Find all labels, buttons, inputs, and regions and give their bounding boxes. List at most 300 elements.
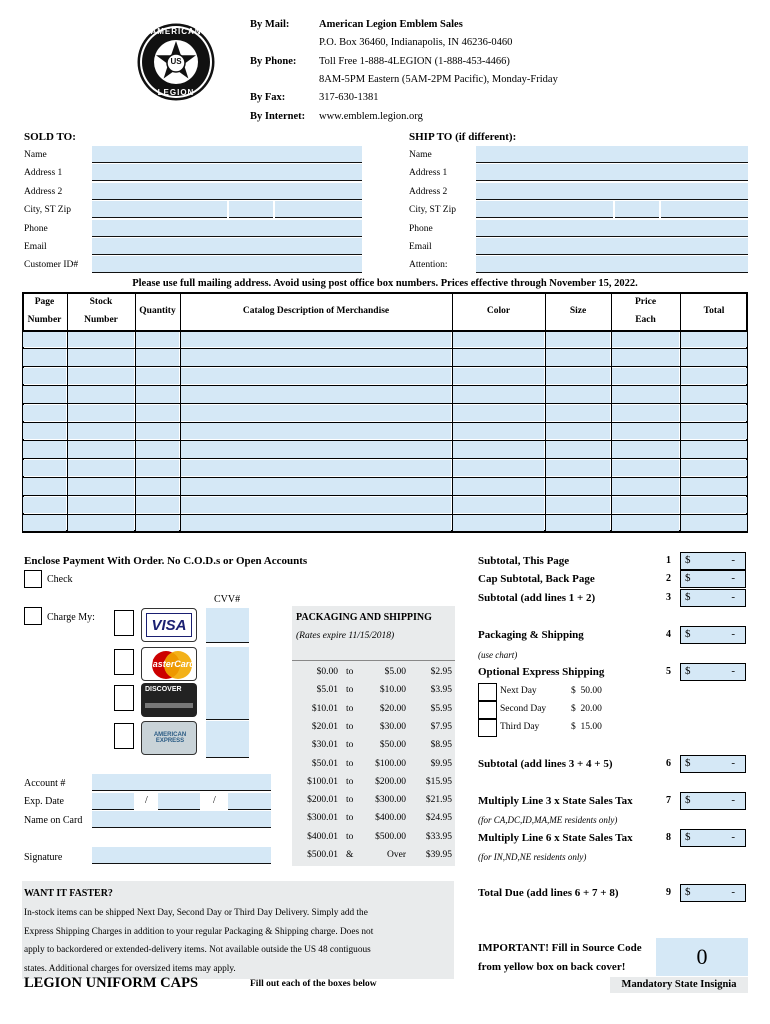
table-cell-input[interactable] <box>453 386 544 402</box>
table-cell-input[interactable] <box>453 441 544 457</box>
table-cell-input[interactable] <box>546 515 610 531</box>
card-checkbox[interactable] <box>114 610 134 636</box>
ship-from: $500.01 <box>307 850 338 860</box>
contact-value: 8AM-5PM Eastern (5AM-2PM Pacific), Monday-Friday <box>319 73 558 85</box>
summary-value-box[interactable] <box>680 829 746 847</box>
account-number-field[interactable] <box>92 774 271 791</box>
express-checkbox[interactable] <box>478 719 497 737</box>
card-label: AMERICAN EXPRESS <box>153 732 187 744</box>
charge-label: Charge My: <box>47 612 95 623</box>
contact-label: By Fax: <box>250 92 286 104</box>
table-col-divider <box>545 292 546 532</box>
ship-to-amount: $5.00 <box>384 667 406 677</box>
summary-value-box[interactable] <box>680 792 746 810</box>
table-cell-input[interactable] <box>68 349 134 365</box>
ship-to-city-field[interactable] <box>476 201 613 218</box>
summary-dollar: $ <box>685 757 691 769</box>
table-header-cell <box>180 292 452 330</box>
table-cell-input[interactable] <box>546 478 610 494</box>
table-cell-input[interactable] <box>68 423 134 439</box>
summary-label: Multiply Line 6 x State Sales Tax <box>478 832 633 844</box>
table-cell-input[interactable] <box>546 497 610 513</box>
cvv-label: CVV# <box>214 594 241 605</box>
summary-value: - <box>731 886 735 898</box>
table-cell-input[interactable] <box>681 331 747 347</box>
sold-to-field[interactable] <box>92 146 362 163</box>
table-cell-input[interactable] <box>23 460 66 476</box>
table-cell-input[interactable] <box>181 460 451 476</box>
table-cell-input[interactable] <box>612 386 679 402</box>
summary-value-box[interactable] <box>680 755 746 773</box>
table-cell-input[interactable] <box>136 478 179 494</box>
table-cell-input[interactable] <box>453 497 544 513</box>
table-cell-input[interactable] <box>68 441 134 457</box>
summary-line-number: 3 <box>666 592 671 603</box>
faster-line: states. Additional charges for oversized items may apply. <box>24 963 236 974</box>
ship-to-amount: $100.00 <box>375 758 406 769</box>
cvv-field[interactable] <box>206 647 249 684</box>
table-row-divider <box>22 440 748 441</box>
summary-value-box[interactable] <box>680 589 746 607</box>
table-cell-input[interactable] <box>136 331 179 347</box>
ship-to-field[interactable] <box>476 183 748 200</box>
sold-to-zip-field[interactable] <box>275 201 362 218</box>
contact-label: By Mail: <box>250 19 290 30</box>
table-cell-input[interactable] <box>23 423 66 439</box>
express-checkbox[interactable] <box>478 683 497 701</box>
fill-instruction: Fill out each of the boxes below <box>250 979 377 989</box>
ship-rate: $7.95 <box>430 721 452 732</box>
table-cell-input[interactable] <box>136 349 179 365</box>
cvv-field[interactable] <box>206 721 249 758</box>
ship-from: $5.01 <box>316 685 338 696</box>
ship-sep: to <box>346 685 354 696</box>
table-cell-input[interactable] <box>546 460 610 476</box>
sold-to-field[interactable] <box>92 220 362 237</box>
ship-to-field[interactable] <box>476 146 748 163</box>
table-cell-input[interactable] <box>23 331 66 347</box>
ship-to-label: Name <box>409 150 432 160</box>
table-cell-input[interactable] <box>612 515 679 531</box>
table-cell-input[interactable] <box>546 349 610 365</box>
summary-dollar: $ <box>685 591 691 603</box>
ship-rate: $24.95 <box>425 813 452 824</box>
sold-to-label: Address 2 <box>24 186 63 197</box>
american-legion-emblem <box>136 22 216 102</box>
check-label: Check <box>47 574 73 585</box>
summary-dollar: $ <box>685 886 691 898</box>
card-checkbox[interactable] <box>114 649 134 675</box>
table-header-text: Color <box>486 306 511 316</box>
ship-sep: to <box>346 703 354 714</box>
table-header-cell <box>135 292 180 330</box>
card-image <box>141 683 197 717</box>
table-cell-input[interactable] <box>181 497 451 513</box>
table-cell-input[interactable] <box>181 423 451 439</box>
card-image <box>141 721 197 755</box>
ship-to-amount: $10.00 <box>379 685 406 696</box>
table-cell-input[interactable] <box>681 497 747 513</box>
source-code-value: 0 <box>696 944 708 969</box>
ship-rate: $15.95 <box>425 776 452 787</box>
shipping-rate-panel <box>292 606 455 866</box>
table-cell-input[interactable] <box>681 349 747 365</box>
summary-line-number: 9 <box>666 887 671 898</box>
card-image <box>141 608 197 642</box>
ship-sep: to <box>346 813 354 824</box>
table-header-text: Each <box>635 315 656 325</box>
summary-label: Subtotal (add lines 1 + 2) <box>478 592 596 604</box>
ship-to-label: Phone <box>409 223 433 234</box>
contact-label: By Phone: <box>250 55 297 67</box>
table-cell-input[interactable] <box>453 423 544 439</box>
table-cell-input[interactable] <box>23 368 66 384</box>
table-cell-input[interactable] <box>612 349 679 365</box>
important-line-1: IMPORTANT! Fill in Source Code <box>478 942 642 954</box>
ship-rate: $8.95 <box>430 740 452 751</box>
table-row-divider <box>22 366 748 367</box>
summary-label: Multiply Line 3 x State Sales Tax <box>478 795 633 807</box>
ship-to-amount: $50.00 <box>379 740 406 751</box>
exp-slash-2: / <box>213 795 216 806</box>
ship-sep: to <box>346 667 354 677</box>
card-checkbox[interactable] <box>114 723 134 749</box>
table-header-text: Page <box>34 297 55 307</box>
sold-to-field[interactable] <box>92 164 362 181</box>
summary-dollar: $ <box>685 572 691 584</box>
ship-to-field[interactable] <box>476 238 748 255</box>
ship-to-field[interactable] <box>476 256 748 273</box>
table-cell-input[interactable] <box>612 478 679 494</box>
sold-to-state-field[interactable] <box>229 201 273 218</box>
table-header-cell <box>22 292 67 330</box>
table-cell-input[interactable] <box>136 405 179 421</box>
exp-slash-1: / <box>145 795 148 806</box>
table-cell-input[interactable] <box>612 368 679 384</box>
table-cell-input[interactable] <box>68 515 134 531</box>
table-cell-input[interactable] <box>136 368 179 384</box>
ship-rate: $9.95 <box>430 758 452 769</box>
table-header-cell <box>452 292 545 330</box>
contact-value: P.O. Box 36460, Indianapolis, IN 46236-0460 <box>319 37 513 49</box>
table-cell-input[interactable] <box>453 460 544 476</box>
card-label: MasterCard <box>145 659 195 669</box>
table-cell-input[interactable] <box>681 478 747 494</box>
table-cell-input[interactable] <box>68 386 134 402</box>
summary-label: Optional Express Shipping <box>478 666 605 678</box>
account-label: Account # <box>24 778 66 789</box>
summary-line-number: 4 <box>666 629 671 640</box>
table-cell-input[interactable] <box>136 515 179 531</box>
table-cell-input[interactable] <box>181 349 451 365</box>
ship-from: $20.01 <box>311 721 338 732</box>
table-col-divider <box>180 292 181 532</box>
card-image <box>141 647 197 681</box>
table-cell-input[interactable] <box>23 497 66 513</box>
table-cell-input[interactable] <box>612 460 679 476</box>
summary-value: - <box>731 831 735 843</box>
summary-label: Cap Subtotal, Back Page <box>478 573 595 585</box>
ship-from: $30.01 <box>311 740 338 751</box>
table-cell-input[interactable] <box>181 515 451 531</box>
check-checkbox[interactable] <box>24 570 42 588</box>
name-on-card-label: Name on Card <box>24 815 83 826</box>
card-stripe <box>145 703 193 708</box>
summary-dollar: $ <box>685 628 691 640</box>
ship-to-field[interactable] <box>476 220 748 237</box>
summary-value: - <box>731 572 735 584</box>
charge-checkbox[interactable] <box>24 607 42 625</box>
summary-value: - <box>731 665 735 677</box>
table-cell-input[interactable] <box>453 349 544 365</box>
summary-value-box[interactable] <box>680 552 746 570</box>
table-row-divider <box>22 422 748 423</box>
table-row-divider <box>22 532 748 533</box>
source-code-field[interactable] <box>656 938 748 976</box>
table-header-cell <box>680 292 748 330</box>
ship-sep: to <box>346 740 354 751</box>
table-cell-input[interactable] <box>612 405 679 421</box>
table-cell-input[interactable] <box>68 497 134 513</box>
table-cell-input[interactable] <box>23 441 66 457</box>
summary-label: Packaging & Shipping <box>478 629 584 641</box>
table-cell-input[interactable] <box>23 349 66 365</box>
table-cell-input[interactable] <box>23 386 66 402</box>
summary-line-number: 1 <box>666 555 671 566</box>
summary-line-number: 7 <box>666 795 671 806</box>
summary-value-box[interactable] <box>680 663 746 681</box>
summary-value-box[interactable] <box>680 626 746 644</box>
cvv-field[interactable] <box>206 608 249 643</box>
table-cell-input[interactable] <box>453 515 544 531</box>
summary-dollar: $ <box>685 831 691 843</box>
summary-value: - <box>731 757 735 769</box>
state-insignia-label <box>610 977 748 993</box>
ship-to-field[interactable] <box>476 164 748 181</box>
sold-to-label: Address 1 <box>24 168 63 179</box>
table-cell-input[interactable] <box>23 478 66 494</box>
table-cell-input[interactable] <box>136 497 179 513</box>
ship-to-amount: $200.00 <box>375 776 406 787</box>
card-label: DISCOVER <box>145 686 182 693</box>
sold-to-city-field[interactable] <box>92 201 227 218</box>
ship-from: $400.01 <box>307 831 338 842</box>
ship-to-amount: $400.00 <box>375 813 406 824</box>
ship-rate: $5.95 <box>430 703 452 714</box>
faster-line: Express Shipping Charges in addition to your regular Packaging & Shipping charge. Does not <box>24 926 374 937</box>
sold-to-field[interactable] <box>92 183 362 200</box>
table-cell-input[interactable] <box>181 368 451 384</box>
ship-to-label: Address 2 <box>409 186 448 197</box>
summary-line-number: 6 <box>666 758 671 769</box>
table-col-divider <box>680 292 681 532</box>
table-cell-input[interactable] <box>612 441 679 457</box>
table-cell-input[interactable] <box>181 331 451 347</box>
express-price: $ 50.00 <box>571 686 602 696</box>
ship-to-label: Address 1 <box>409 168 448 179</box>
ship-to-zip-field[interactable] <box>661 201 748 218</box>
summary-value-box[interactable] <box>680 570 746 588</box>
table-header-cell <box>611 292 680 330</box>
ship-sep: to <box>346 776 354 787</box>
ship-from: $50.01 <box>311 758 338 769</box>
table-cell-input[interactable] <box>181 478 451 494</box>
table-cell-input[interactable] <box>68 460 134 476</box>
payment-title: Enclose Payment With Order. No C.O.D.s or Open Accounts <box>24 555 308 567</box>
summary-line-number: 2 <box>666 573 671 584</box>
ship-from: $100.01 <box>307 776 338 787</box>
express-price: $ 15.00 <box>571 722 602 732</box>
table-header-text: Total <box>703 306 725 316</box>
summary-line-number: 8 <box>666 832 671 843</box>
table-cell-input[interactable] <box>136 386 179 402</box>
table-header-cell <box>545 292 611 330</box>
sold-to-label: Email <box>24 242 47 252</box>
express-label: Third Day <box>500 722 540 732</box>
table-header-text: Catalog Description of Merchandise <box>242 306 390 316</box>
table-cell-input[interactable] <box>546 405 610 421</box>
summary-value: - <box>731 591 735 603</box>
table-cell-input[interactable] <box>181 441 451 457</box>
summary-dollar: $ <box>685 665 691 677</box>
table-cell-input[interactable] <box>453 368 544 384</box>
table-cell-input[interactable] <box>546 368 610 384</box>
table-cell-input[interactable] <box>612 423 679 439</box>
sold-to-label: Phone <box>24 223 48 234</box>
contact-label: By Internet: <box>250 110 306 122</box>
table-cell-input[interactable] <box>681 423 747 439</box>
table-cell-input[interactable] <box>612 497 679 513</box>
sold-to-field[interactable] <box>92 256 362 273</box>
table-header-text: Stock <box>89 297 113 307</box>
ship-from: $10.01 <box>311 703 338 714</box>
table-cell-input[interactable] <box>453 478 544 494</box>
exp-year-field[interactable] <box>228 793 271 810</box>
table-cell-input[interactable] <box>68 368 134 384</box>
table-cell-input[interactable] <box>681 460 747 476</box>
tax-note-2: (for IN,ND,NE residents only) <box>478 852 587 862</box>
table-header-text: Quantity <box>139 306 176 316</box>
ship-sep: to <box>346 721 354 732</box>
table-cell-input[interactable] <box>181 405 451 421</box>
exp-day-field[interactable] <box>158 793 200 810</box>
table-cell-input[interactable] <box>546 423 610 439</box>
state-insignia-text: Mandatory State Insignia <box>621 979 737 990</box>
ship-to-label: City, ST Zip <box>409 205 456 216</box>
table-cell-input[interactable] <box>612 331 679 347</box>
table-cell-input[interactable] <box>68 478 134 494</box>
contact-value: American Legion Emblem Sales <box>319 19 463 30</box>
contact-value: 317-630-1381 <box>319 92 379 104</box>
sold-to-label: Name <box>24 150 47 160</box>
emblem-center-text: US <box>170 57 182 66</box>
table-cell-input[interactable] <box>181 386 451 402</box>
table-col-divider <box>67 292 68 532</box>
faster-line: apply to backordered or extended-delivery items. Not available outside the US 48 contiguous <box>24 945 371 955</box>
table-row-divider <box>22 403 748 404</box>
ship-to-state-field[interactable] <box>615 201 659 218</box>
table-cell-input[interactable] <box>681 515 747 531</box>
table-cell-input[interactable] <box>23 405 66 421</box>
ship-sep: to <box>346 795 354 806</box>
sold-to-label: Customer ID# <box>24 260 79 271</box>
sold-to-title: SOLD TO: <box>24 131 76 143</box>
exp-date-label: Exp. Date <box>24 796 64 807</box>
ship-to-amount: $20.00 <box>379 703 406 714</box>
table-cell-input[interactable] <box>681 405 747 421</box>
table-header-text: Number <box>27 315 62 325</box>
table-cell-input[interactable] <box>546 331 610 347</box>
table-row-divider <box>22 477 748 478</box>
table-cell-input[interactable] <box>681 386 747 402</box>
ship-rate: $2.95 <box>430 667 452 677</box>
table-cell-input[interactable] <box>68 405 134 421</box>
summary-label: Subtotal (add lines 3 + 4 + 5) <box>478 758 613 770</box>
ship-to-amount: $300.00 <box>375 795 406 806</box>
faster-title: WANT IT FASTER? <box>24 888 113 899</box>
card-checkbox[interactable] <box>114 685 134 711</box>
table-cell-input[interactable] <box>136 441 179 457</box>
faster-line: In-stock items can be shipped Next Day, Second Day or Third Day Delivery. Simply add the <box>24 908 368 918</box>
sold-to-field[interactable] <box>92 238 362 255</box>
table-cell-input[interactable] <box>546 386 610 402</box>
address-notice: Please use full mailing address. Avoid using post office box numbers. Prices effective through November 15, 2022. <box>132 278 638 289</box>
signature-label: Signature <box>24 852 63 863</box>
table-cell-input[interactable] <box>136 423 179 439</box>
shipping-subtitle: (Rates expire 11/15/2018) <box>296 631 395 641</box>
table-col-divider <box>452 292 453 532</box>
table-row-divider <box>22 348 748 349</box>
important-line-2: from yellow box on back cover! <box>478 961 626 973</box>
express-checkbox[interactable] <box>478 701 497 719</box>
table-header-cell <box>67 292 135 330</box>
exp-month-field[interactable] <box>92 793 134 810</box>
express-label: Next Day <box>500 686 537 696</box>
ship-rate: $3.95 <box>430 685 452 696</box>
table-cell-input[interactable] <box>136 460 179 476</box>
contact-value: www.emblem.legion.org <box>319 110 423 122</box>
ship-rate: $39.95 <box>425 850 452 860</box>
caps-title: LEGION UNIFORM CAPS <box>24 975 199 991</box>
ship-rate: $33.95 <box>425 831 452 842</box>
table-cell-input[interactable] <box>453 331 544 347</box>
express-label: Second Day <box>500 704 547 714</box>
table-row-divider <box>22 458 748 459</box>
cvv-field[interactable] <box>206 683 249 720</box>
table-cell-input[interactable] <box>681 441 747 457</box>
table-cell-input[interactable] <box>681 368 747 384</box>
name-on-card-field[interactable] <box>92 811 271 828</box>
table-row-divider <box>22 514 748 515</box>
summary-line-number: 5 <box>666 666 671 677</box>
summary-label: Subtotal, This Page <box>478 555 570 567</box>
sold-to-label: City, ST Zip <box>24 205 71 216</box>
signature-field[interactable] <box>92 847 271 864</box>
shipping-title: PACKAGING AND SHIPPING <box>296 612 432 623</box>
table-row-divider <box>22 495 748 496</box>
summary-dollar: $ <box>685 554 691 566</box>
summary-value: - <box>731 794 735 806</box>
summary-value-box[interactable] <box>680 884 746 902</box>
table-cell-input[interactable] <box>453 405 544 421</box>
summary-value: - <box>731 554 735 566</box>
table-row-divider <box>22 385 748 386</box>
table-cell-input[interactable] <box>23 515 66 531</box>
ship-from: $0.00 <box>316 667 338 677</box>
table-cell-input[interactable] <box>68 331 134 347</box>
ship-to-label: Email <box>409 242 432 252</box>
table-cell-input[interactable] <box>546 441 610 457</box>
